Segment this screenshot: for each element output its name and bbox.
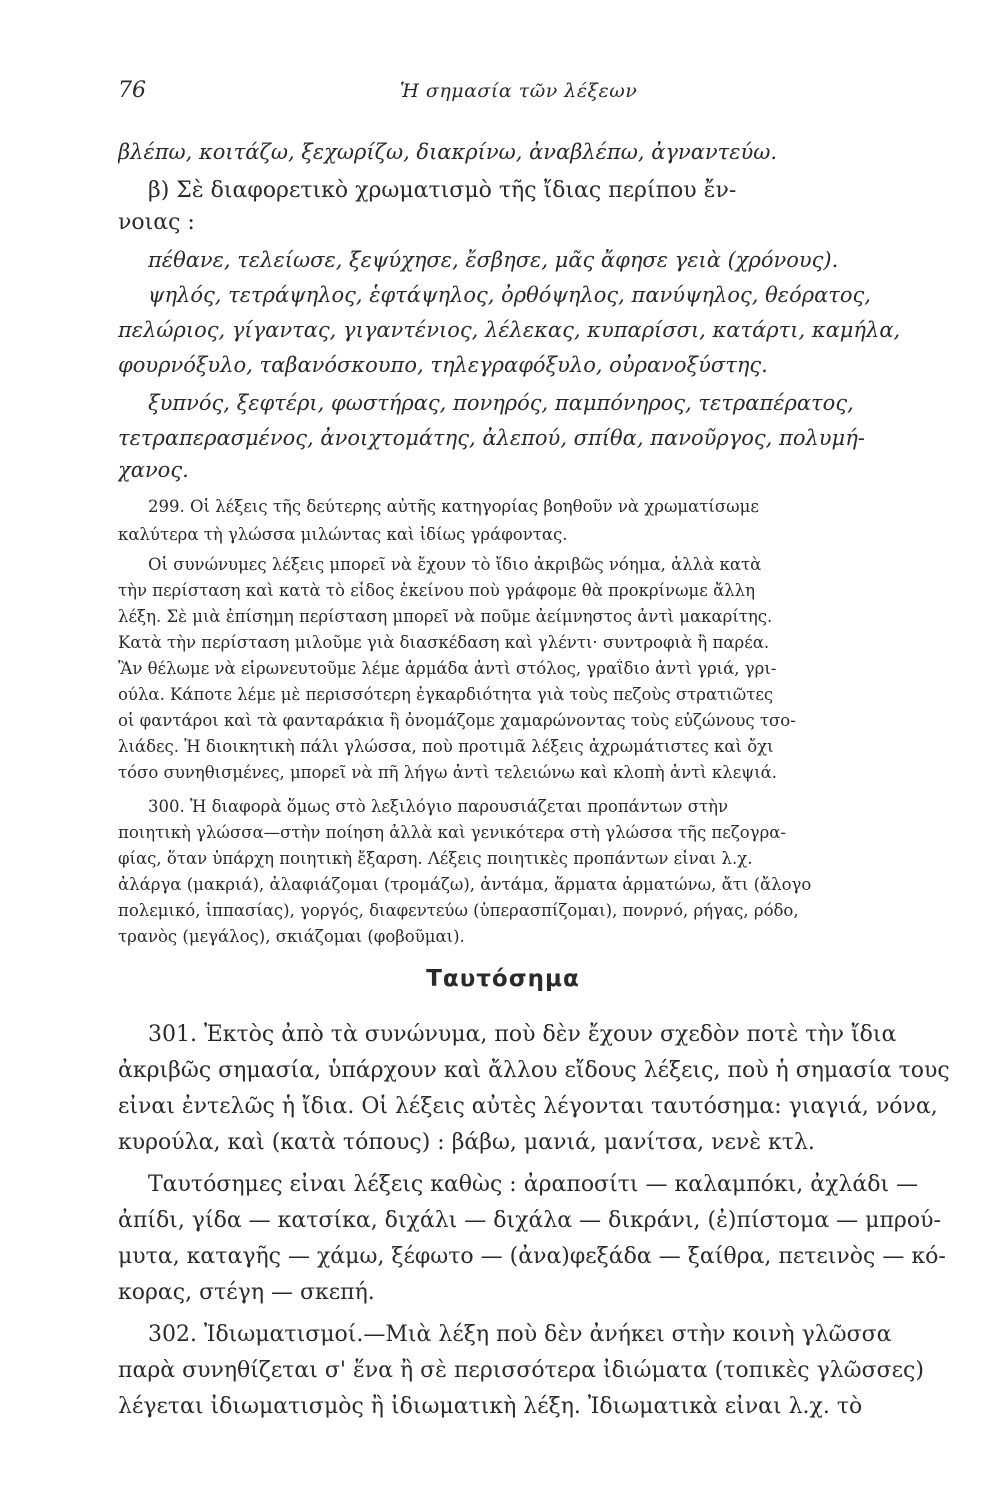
text-line: βλέπω, κοιτάζω, ξεχωρίζω, διακρίνω, ἀναβλέπω, ἀγναντεύω.: [118, 140, 778, 164]
text-line: Ταυτόσημες εἶναι λέξεις καθὼς : ἀραποσίτι — καλαμπόκι, ἀχλάδι —: [148, 1172, 919, 1197]
text-line: λιάδες. Ἡ διοικητικὴ πάλι γλώσσα, ποὺ προτιμᾶ λέξεις ἀχρωμάτιστες καὶ ὄχι: [118, 737, 774, 756]
text-line: ἀκριβῶς σημασία, ὑπάρχουν καὶ ἄλλου εἴδους λέξεις, ποὺ ἡ σημασία τους: [118, 1058, 950, 1083]
text-line: εἶναι ἐντελῶς ἡ ἴδια. Οἱ λέξεις αὐτὲς λέγονται ταυτόσημα: γιαγιά, νόνα,: [118, 1094, 938, 1119]
text-line: κορας, στέγη — σκεπή.: [118, 1280, 375, 1305]
section-heading: Ταυτόσημα: [426, 966, 580, 992]
text-line: φουρνόξυλο, ταβανόσκουπο, τηλεγραφόξυλο, οὐρανοξύστης.: [118, 353, 768, 377]
text-line: β) Σὲ διαφορετικὸ χρωματισμὸ τῆς ἴδιας περίπου ἔν-: [148, 178, 737, 203]
text-line: κυρούλα, καὶ (κατὰ τόπους) : βάβω, μανιά, μανίτσα, νενὲ κτλ.: [118, 1130, 815, 1155]
running-head: Ἡ σημασία τῶν λέξεων: [400, 80, 638, 102]
text-line: 301. Ἐκτὸς ἀπὸ τὰ συνώνυμα, ποὺ δὲν ἔχουν σχεδὸν ποτὲ τὴν ἴδια: [148, 1022, 897, 1047]
text-line: φίας, ὅταν ὑπάρχη ποιητικὴ ἔξαρση. Λέξεις ποιητικὲς προπάντων εἶναι λ.χ.: [118, 849, 753, 868]
text-line: λέξη. Σὲ μιὰ ἐπίσημη περίσταση μπορεῖ νὰ ποῦμε ἀείμνηστος ἀντὶ μακαρίτης.: [118, 607, 773, 626]
text-line: ξυπνός, ξεφτέρι, φωστήρας, πονηρός, παμπόνηρος, τετραπέρατος,: [148, 391, 854, 415]
text-line: Κατὰ τὴν περίσταση μιλοῦμε γιὰ διασκέδαση καὶ γλέντι· συντροφιὰ ἢ παρέα.: [118, 633, 770, 652]
text-line: πελώριος, γίγαντας, γιγαντένιος, λέλεκας, κυπαρίσσι, κατάρτι, καμήλα,: [118, 318, 901, 342]
text-line: τὴν περίσταση καὶ κατὰ τὸ εἶδος ἐκείνου ποὺ γράφομε θὰ προκρίνωμε ἄλλη: [118, 581, 756, 600]
text-line: ἀπίδι, γίδα — κατσίκα, διχάλι — διχάλα — δικράνι, (ἐ)πίστομα — μπρού-: [118, 1208, 941, 1233]
text-line: λέγεται ἰδιωματισμὸς ἢ ἰδιωματικὴ λέξη. Ἰδιωματικὰ εἶναι λ.χ. τὸ: [118, 1394, 863, 1419]
text-line: πέθανε, τελείωσε, ξεψύχησε, ἔσβησε, μᾶς ἄφησε γειὰ (χρόνους).: [148, 248, 839, 272]
text-line: ἀλάργα (μακριά), ἀλαφιάζομαι (τρομάζω), ἀντάμα, ἅρματα ἀρματώνω, ἄτι (ἄλογο: [118, 875, 812, 894]
text-line: 302. Ἰδιωματισμοί.—Μιὰ λέξη ποὺ δὲν ἀνήκει στὴν κοινὴ γλῶσσα: [148, 1322, 892, 1347]
text-line: 299. Οἱ λέξεις τῆς δεύτερης αὐτῆς κατηγορίας βοηθοῦν νὰ χρωματίσωμε: [148, 497, 759, 516]
text-line: ούλα. Κάποτε λέμε μὲ περισσότερη ἐγκαρδιότητα γιὰ τοὺς πεζοὺς στρατιῶτες: [118, 685, 774, 704]
text-line: τετραπερασμένος, ἀνοιχτομάτης, ἀλεπού, σπίθα, πανοῦργος, πολυμή-: [118, 426, 865, 450]
text-line: πολεμικό, ἱππασίας), γοργός, διαφεντεύω (ὑπερασπίζομαι), πονρνό, ρήγας, ρόδο,: [118, 901, 799, 920]
text-line: χανος.: [118, 458, 189, 482]
text-line: παρὰ συνηθίζεται σ' ἕνα ἢ σὲ περισσότερα ἰδιώματα (τοπικὲς γλῶσσες): [118, 1358, 924, 1383]
text-line: οἱ φαντάροι καὶ τὰ φανταράκια ἢ ὀνομάζομε χαμαρώνοντας τοὺς εὐζώνους τσο-: [118, 711, 796, 730]
text-line: τρανὸς (μεγάλος), σκιάζομαι (φοβοῦμαι).: [118, 927, 465, 946]
page-number: 76: [118, 78, 146, 103]
page-header: [118, 78, 926, 114]
text-line: Ἂν θέλωμε νὰ εἰρωνευτοῦμε λέμε ἀρμάδα ἀντὶ στόλος, γραΐδιο ἀντὶ γριά, γρι-: [118, 659, 777, 678]
text-line: 300. Ἡ διαφορὰ ὅμως στὸ λεξιλόγιο παρουσιάζεται προπάντων στὴν: [148, 797, 729, 816]
text-line: Οἱ συνώνυμες λέξεις μπορεῖ νὰ ἔχουν τὸ ἴδιο ἀκριβῶς νόημα, ἀλλὰ κατὰ: [148, 555, 762, 574]
text-line: ψηλός, τετράψηλος, ἑφτάψηλος, ὀρθόψηλος, πανύψηλος, θεόρατος,: [148, 283, 871, 307]
text-line: καλύτερα τὴ γλώσσα μιλώντας καὶ ἰδίως γράφοντας.: [118, 525, 568, 544]
text-line: ποιητικὴ γλώσσα—στὴν ποίηση ἀλλὰ καὶ γενικότερα στὴ γλώσσα τῆς πεζογρα-: [118, 823, 786, 842]
text-line: μυτα, καταγῆς — χάμω, ξέφωτο — (ἀνα)φεξάδα — ξαίθρα, πετεινὸς — κό-: [118, 1244, 946, 1269]
text-line: τόσο συνηθισμένες, μπορεῖ νὰ πῆ λήγω ἀντὶ τελειώνω καὶ κλοπὴ ἀντὶ κλεψιά.: [118, 763, 778, 782]
text-line: νοιας :: [118, 210, 195, 235]
